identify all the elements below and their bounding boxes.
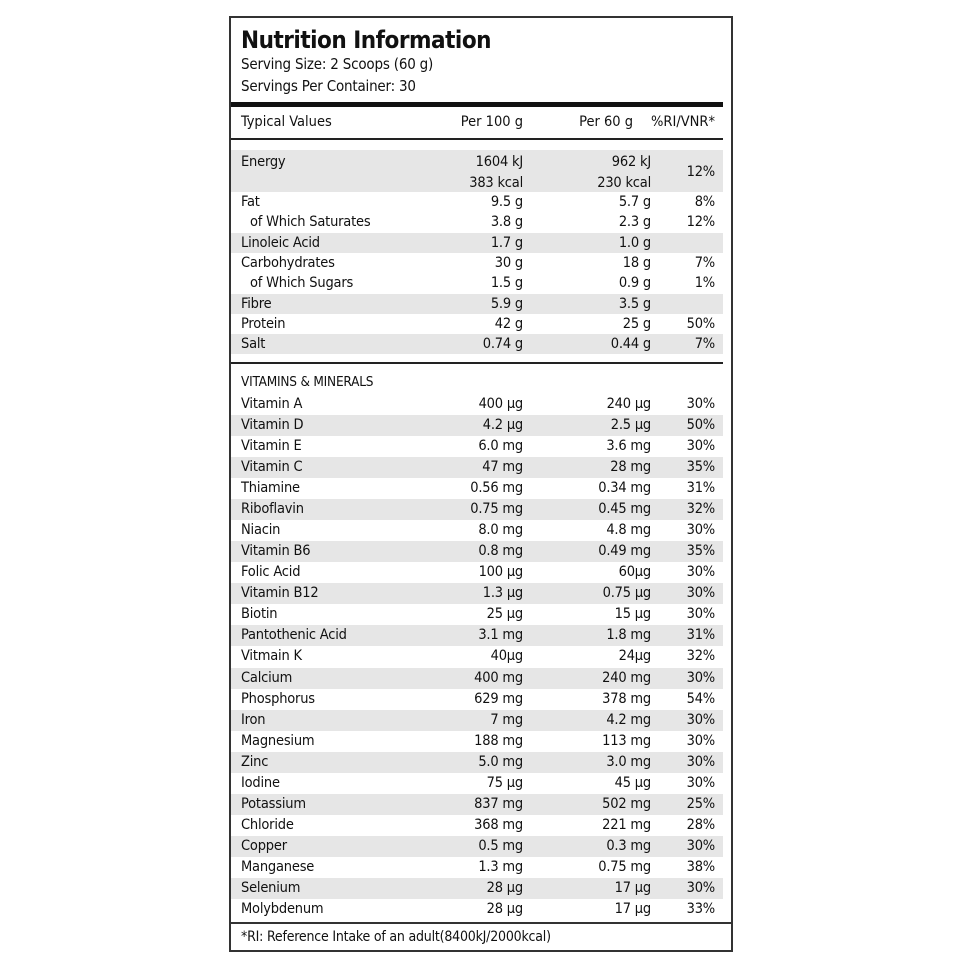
nutrient-name: Zinc	[241, 753, 269, 770]
value-per-60g: 17 µg	[614, 900, 651, 917]
value-per-100g: 1.3 mg	[478, 858, 523, 875]
value-per-100g: 5.0 mg	[478, 753, 523, 770]
nutrient-name: Riboflavin	[241, 501, 304, 518]
nutrient-name: Fat	[241, 194, 260, 210]
nutrient-name: Iodine	[241, 774, 280, 791]
value-ri: 33%	[686, 900, 715, 917]
table-row	[231, 457, 723, 478]
value-per-100g: 368 mg	[474, 816, 523, 833]
value-ri: 30%	[686, 396, 715, 412]
nutrient-name: Vitamin E	[241, 438, 302, 455]
value-ri: 8%	[694, 194, 715, 210]
value-per-100g: 0.56 mg	[470, 480, 523, 497]
nutrient-name: of Which Sugars	[250, 275, 354, 292]
header-divider	[231, 138, 723, 140]
value-ri: 28%	[686, 816, 715, 833]
value-ri: 35%	[686, 459, 715, 476]
value-per-60g: 113 mg	[602, 732, 651, 749]
nutrient-name: Copper	[241, 837, 287, 854]
table-row	[231, 899, 723, 920]
footer	[231, 922, 731, 952]
value-ri: 54%	[686, 690, 715, 707]
value-per-100g: 1.5 g	[490, 275, 523, 292]
value-per-100g: 9.5 g	[490, 194, 523, 210]
table-row	[231, 436, 723, 457]
footer-note: *RI: Reference Intake of an adult(8400kJ/2000kcal)	[241, 929, 551, 945]
table-row	[231, 334, 723, 354]
value-per-60g: 0.34 mg	[598, 480, 651, 497]
nutrient-name: Vitamin B12	[241, 585, 319, 602]
value-per-60g: 4.8 mg	[606, 522, 651, 539]
value-per-100g: 75 µg	[486, 774, 523, 791]
nutrient-name: Vitamin B6	[241, 543, 311, 560]
value-per-60g: 0.75 µg	[602, 585, 651, 602]
value-per-60g: 24µg	[618, 648, 651, 665]
value-ri: 7%	[694, 336, 715, 353]
value-per-60g: 0.45 mg	[598, 501, 651, 518]
value-ri: 30%	[686, 585, 715, 602]
value-per-100g: 8.0 mg	[478, 522, 523, 539]
table-row	[231, 668, 723, 689]
nutrient-name: Pantothenic Acid	[241, 627, 347, 644]
nutrient-name: Magnesium	[241, 732, 315, 749]
value-ri: 30%	[686, 711, 715, 728]
value-per-60g: 0.9 g	[618, 275, 651, 292]
column-header-row	[231, 112, 723, 134]
value-per-60g: 0.44 g	[610, 336, 651, 353]
serving-size: Serving Size: 2 Scoops (60 g)	[241, 55, 434, 73]
value-ri: 30%	[686, 564, 715, 581]
nutrient-name: Biotin	[241, 606, 278, 623]
value-per-100g: 6.0 mg	[478, 438, 523, 455]
value-per-100g: 4.2 µg	[482, 417, 523, 434]
value-per-100g: 47 mg	[482, 459, 523, 476]
value-per-60g: 17 µg	[614, 879, 651, 896]
value-per-100g: 0.8 mg	[478, 543, 523, 560]
value-per-60g: 25 g	[622, 315, 651, 332]
nutrient-name: Iron	[241, 711, 266, 728]
nutrient-name: Molybdenum	[241, 900, 324, 917]
nutrient-name: Vitamin C	[241, 459, 303, 476]
nutrient-name: Niacin	[241, 522, 281, 539]
nutrient-name: Vitamin D	[241, 417, 304, 434]
nutrient-name: Selenium	[241, 879, 301, 896]
value-ri: 25%	[686, 795, 715, 812]
value-per-60g: 0.49 mg	[598, 543, 651, 560]
value-per-100g: 837 mg	[474, 795, 523, 812]
value-ri: 30%	[686, 438, 715, 455]
servings-per-container: Servings Per Container: 30	[241, 77, 416, 95]
table-row	[231, 212, 723, 232]
nutrient-name: Salt	[241, 336, 266, 353]
column-per-100g: Per 100 g	[460, 114, 523, 130]
value-ri: 30%	[686, 753, 715, 770]
value-per-100g: 0.5 mg	[478, 837, 523, 854]
nutrient-name: Potassium	[241, 795, 306, 812]
value-ri: 38%	[686, 858, 715, 875]
value-per-100g: 0.74 g	[482, 336, 523, 353]
vitamins-heading: VITAMINS & MINERALS	[241, 374, 374, 390]
value-per-100g: 40µg	[490, 648, 523, 665]
value-ri: 35%	[686, 543, 715, 560]
table-row	[231, 583, 723, 604]
value-ri: 7%	[694, 254, 715, 271]
vitamins-divider	[231, 362, 723, 364]
energy-per60-kcal: 230 kcal	[597, 175, 651, 191]
table-row	[231, 233, 723, 253]
value-per-60g: 378 mg	[602, 690, 651, 707]
label-title: Nutrition Information	[241, 26, 492, 54]
table-row	[231, 541, 723, 562]
table-row	[231, 520, 723, 541]
thick-divider	[231, 102, 723, 107]
value-per-60g: 3.5 g	[618, 295, 651, 312]
value-ri: 30%	[686, 522, 715, 539]
value-per-100g: 1.3 µg	[482, 585, 523, 602]
value-per-100g: 400 µg	[478, 396, 523, 412]
nutrient-name: Carbohydrates	[241, 254, 335, 271]
nutrient-name: Manganese	[241, 858, 315, 875]
nutrient-name: of Which Saturates	[250, 214, 371, 231]
nutrition-label	[229, 16, 733, 952]
table-row	[231, 836, 723, 857]
value-ri: 30%	[686, 879, 715, 896]
value-per-60g: 3.6 mg	[606, 438, 651, 455]
value-ri: 30%	[686, 669, 715, 686]
value-ri: 30%	[686, 774, 715, 791]
value-per-100g: 3.1 mg	[478, 627, 523, 644]
nutrient-name: Linoleic Acid	[241, 234, 320, 251]
value-per-100g: 188 mg	[474, 732, 523, 749]
nutrient-name: Protein	[241, 315, 286, 332]
value-ri: 12%	[686, 214, 715, 231]
table-row	[231, 773, 723, 794]
value-per-60g: 2.5 µg	[610, 417, 651, 434]
value-ri: 50%	[686, 417, 715, 434]
value-per-100g: 400 mg	[474, 669, 523, 686]
column-typical-values: Typical Values	[241, 114, 332, 130]
value-per-100g: 30 g	[494, 254, 523, 271]
table-row	[231, 253, 723, 273]
energy-per100-kj: 1604 kJ	[475, 154, 523, 170]
value-ri: 32%	[686, 501, 715, 518]
nutrient-name: Folic Acid	[241, 564, 301, 581]
value-per-60g: 5.7 g	[618, 194, 651, 210]
table-row	[231, 710, 723, 731]
column-ri: %RI/VNR*	[651, 114, 715, 130]
nutrient-name: Vitamin A	[241, 396, 303, 412]
value-ri: 50%	[686, 315, 715, 332]
table-row	[231, 294, 723, 314]
table-row	[231, 314, 723, 334]
table-row	[231, 415, 723, 436]
value-per-100g: 28 µg	[486, 879, 523, 896]
column-per-60g: Per 60 g	[579, 114, 633, 130]
value-per-60g: 18 g	[622, 254, 651, 271]
table-row	[231, 646, 723, 667]
energy-per60-kj: 962 kJ	[611, 154, 651, 170]
value-per-60g: 45 µg	[614, 774, 651, 791]
value-per-100g: 7 mg	[490, 711, 523, 728]
nutrient-name: Thiamine	[241, 480, 300, 497]
table-row	[231, 857, 723, 878]
value-per-100g: 28 µg	[486, 900, 523, 917]
value-per-100g: 3.8 g	[490, 214, 523, 231]
value-per-60g: 502 mg	[602, 795, 651, 812]
table-row	[231, 192, 723, 212]
value-per-60g: 240 mg	[602, 669, 651, 686]
table-row	[231, 689, 723, 710]
table-row	[231, 499, 723, 520]
value-per-100g: 100 µg	[478, 564, 523, 581]
table-row	[231, 562, 723, 583]
table-row	[231, 273, 723, 293]
value-per-60g: 60µg	[618, 564, 651, 581]
table-row	[231, 794, 723, 815]
energy-ri: 12%	[686, 164, 715, 180]
nutrient-name: Phosphorus	[241, 690, 315, 707]
vitamins-heading-row	[231, 372, 723, 392]
energy-row	[231, 150, 723, 192]
value-per-60g: 221 mg	[602, 816, 651, 833]
nutrient-name: Chloride	[241, 816, 294, 833]
table-row	[231, 815, 723, 836]
energy-name: Energy	[241, 154, 286, 170]
table-row	[231, 394, 723, 415]
value-per-60g: 3.0 mg	[606, 753, 651, 770]
value-ri: 30%	[686, 837, 715, 854]
table-row	[231, 878, 723, 899]
value-per-60g: 2.3 g	[618, 214, 651, 231]
value-ri: 31%	[686, 480, 715, 497]
table-row	[231, 625, 723, 646]
value-per-60g: 240 µg	[606, 396, 651, 412]
energy-per100-kcal: 383 kcal	[469, 175, 523, 191]
value-per-100g: 1.7 g	[490, 234, 523, 251]
value-ri: 1%	[694, 275, 715, 292]
value-per-100g: 629 mg	[474, 690, 523, 707]
value-ri: 31%	[686, 627, 715, 644]
value-per-100g: 5.9 g	[490, 295, 523, 312]
value-per-60g: 1.8 mg	[606, 627, 651, 644]
value-per-60g: 4.2 mg	[606, 711, 651, 728]
value-per-60g: 1.0 g	[618, 234, 651, 251]
nutrient-name: Vitmain K	[241, 648, 302, 665]
value-ri: 30%	[686, 606, 715, 623]
table-row	[231, 604, 723, 625]
value-ri: 30%	[686, 732, 715, 749]
value-per-100g: 42 g	[494, 315, 523, 332]
value-per-60g: 28 mg	[610, 459, 651, 476]
value-per-100g: 25 µg	[486, 606, 523, 623]
nutrient-name: Calcium	[241, 669, 293, 686]
table-row	[231, 478, 723, 499]
nutrient-name: Fibre	[241, 295, 272, 312]
value-per-60g: 0.75 mg	[598, 858, 651, 875]
value-per-60g: 15 µg	[614, 606, 651, 623]
table-row	[231, 731, 723, 752]
value-per-60g: 0.3 mg	[606, 837, 651, 854]
table-row	[231, 752, 723, 773]
value-per-100g: 0.75 mg	[470, 501, 523, 518]
value-ri: 32%	[686, 648, 715, 665]
